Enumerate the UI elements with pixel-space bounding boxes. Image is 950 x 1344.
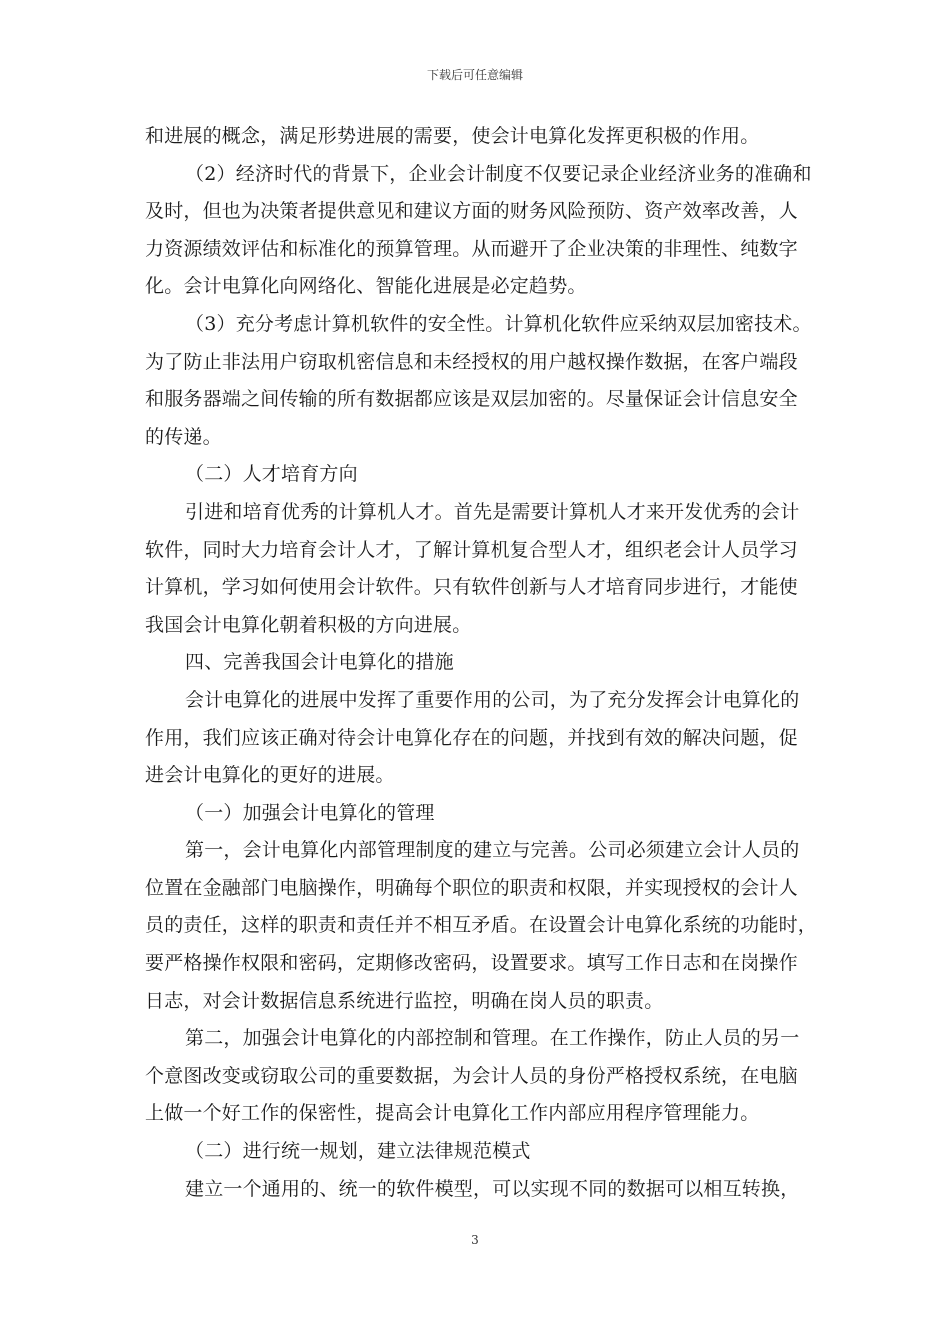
text-line: 和服务器端之间传输的所有数据都应该是双层加密的。尽量保证会计信息安全 (145, 388, 798, 411)
document-body (145, 118, 818, 1208)
text-line: 四、完善我国会计电算化的措施 (185, 651, 454, 674)
text-line: 我国会计电算化朝着积极的方向进展。 (145, 613, 472, 636)
text-line: （2）经济时代的背景下，企业会计制度不仅要记录企业经济业务的准确和 (185, 162, 812, 185)
text-line: 计算机，学习如何使用会计软件。只有软件创新与人才培育同步进行，才能使 (145, 576, 798, 599)
text-line: 个意图改变或窃取公司的重要数据，为会计人员的身份严格授权系统，在电脑 (145, 1064, 798, 1087)
page-number: 3 (471, 1233, 479, 1247)
text-line: 为了防止非法用户窃取机密信息和未经授权的用户越权操作数据，在客户端段 (145, 350, 798, 373)
page-header: 下载后可任意编辑 (426, 68, 523, 82)
text-line: 员的责任，这样的职责和责任并不相互矛盾。在设置会计电算化系统的功能时， (145, 914, 818, 937)
text-line: （一）加强会计电算化的管理 (185, 801, 435, 824)
text-line: （3）充分考虑计算机软件的安全性。计算机化软件应采纳双层加密技术。 (185, 312, 812, 335)
text-line: 第二，加强会计电算化的内部控制和管理。在工作操作，防止人员的另一 (185, 1027, 800, 1050)
text-line: 软件，同时大力培育会计人才，了解计算机复合型人才，组织老会计人员学习 (145, 538, 798, 561)
text-line: 及时，但也为决策者提供意见和建议方面的财务风险预防、资产效率改善，人 (145, 200, 798, 223)
text-line: 的传递。 (145, 425, 222, 448)
text-line: 要严格操作权限和密码，定期修改密码，设置要求。填写工作日志和在岗操作 (145, 952, 798, 975)
text-line: 上做一个好工作的保密性，提高会计电算化工作内部应用程序管理能力。 (145, 1102, 760, 1125)
text-line: 引进和培育优秀的计算机人才。首先是需要计算机人才来开发优秀的会计 (185, 500, 800, 523)
text-line: 位置在金融部门电脑操作，明确每个职位的职责和权限，并实现授权的会计人 (145, 876, 798, 899)
text-line: 化。会计电算化向网络化、智能化进展是必定趋势。 (145, 275, 587, 298)
text-line: 会计电算化的进展中发挥了重要作用的公司，为了充分发挥会计电算化的 (185, 688, 800, 711)
text-line: 力资源绩效评估和标准化的预算管理。从而避开了企业决策的非理性、纯数字 (145, 237, 798, 260)
text-line: 建立一个通用的、统一的软件模型，可以实现不同的数据可以相互转换， (185, 1177, 800, 1200)
text-line: 和进展的概念，满足形势进展的需要，使会计电算化发挥更积极的作用。 (145, 125, 760, 147)
text-line: 第一，会计电算化内部管理制度的建立与完善。公司必须建立会计人员的 (185, 839, 800, 862)
text-line: 进会计电算化的更好的进展。 (145, 764, 395, 787)
text-line: （二）人才培育方向 (185, 463, 358, 486)
text-line: （二）进行统一规划，建立法律规范模式 (185, 1140, 531, 1163)
text-line: 作用，我们应该正确对待会计电算化存在的问题，并找到有效的解决问题，促 (145, 726, 798, 749)
text-line: 日志，对会计数据信息系统进行监控，明确在岗人员的职责。 (145, 989, 664, 1012)
